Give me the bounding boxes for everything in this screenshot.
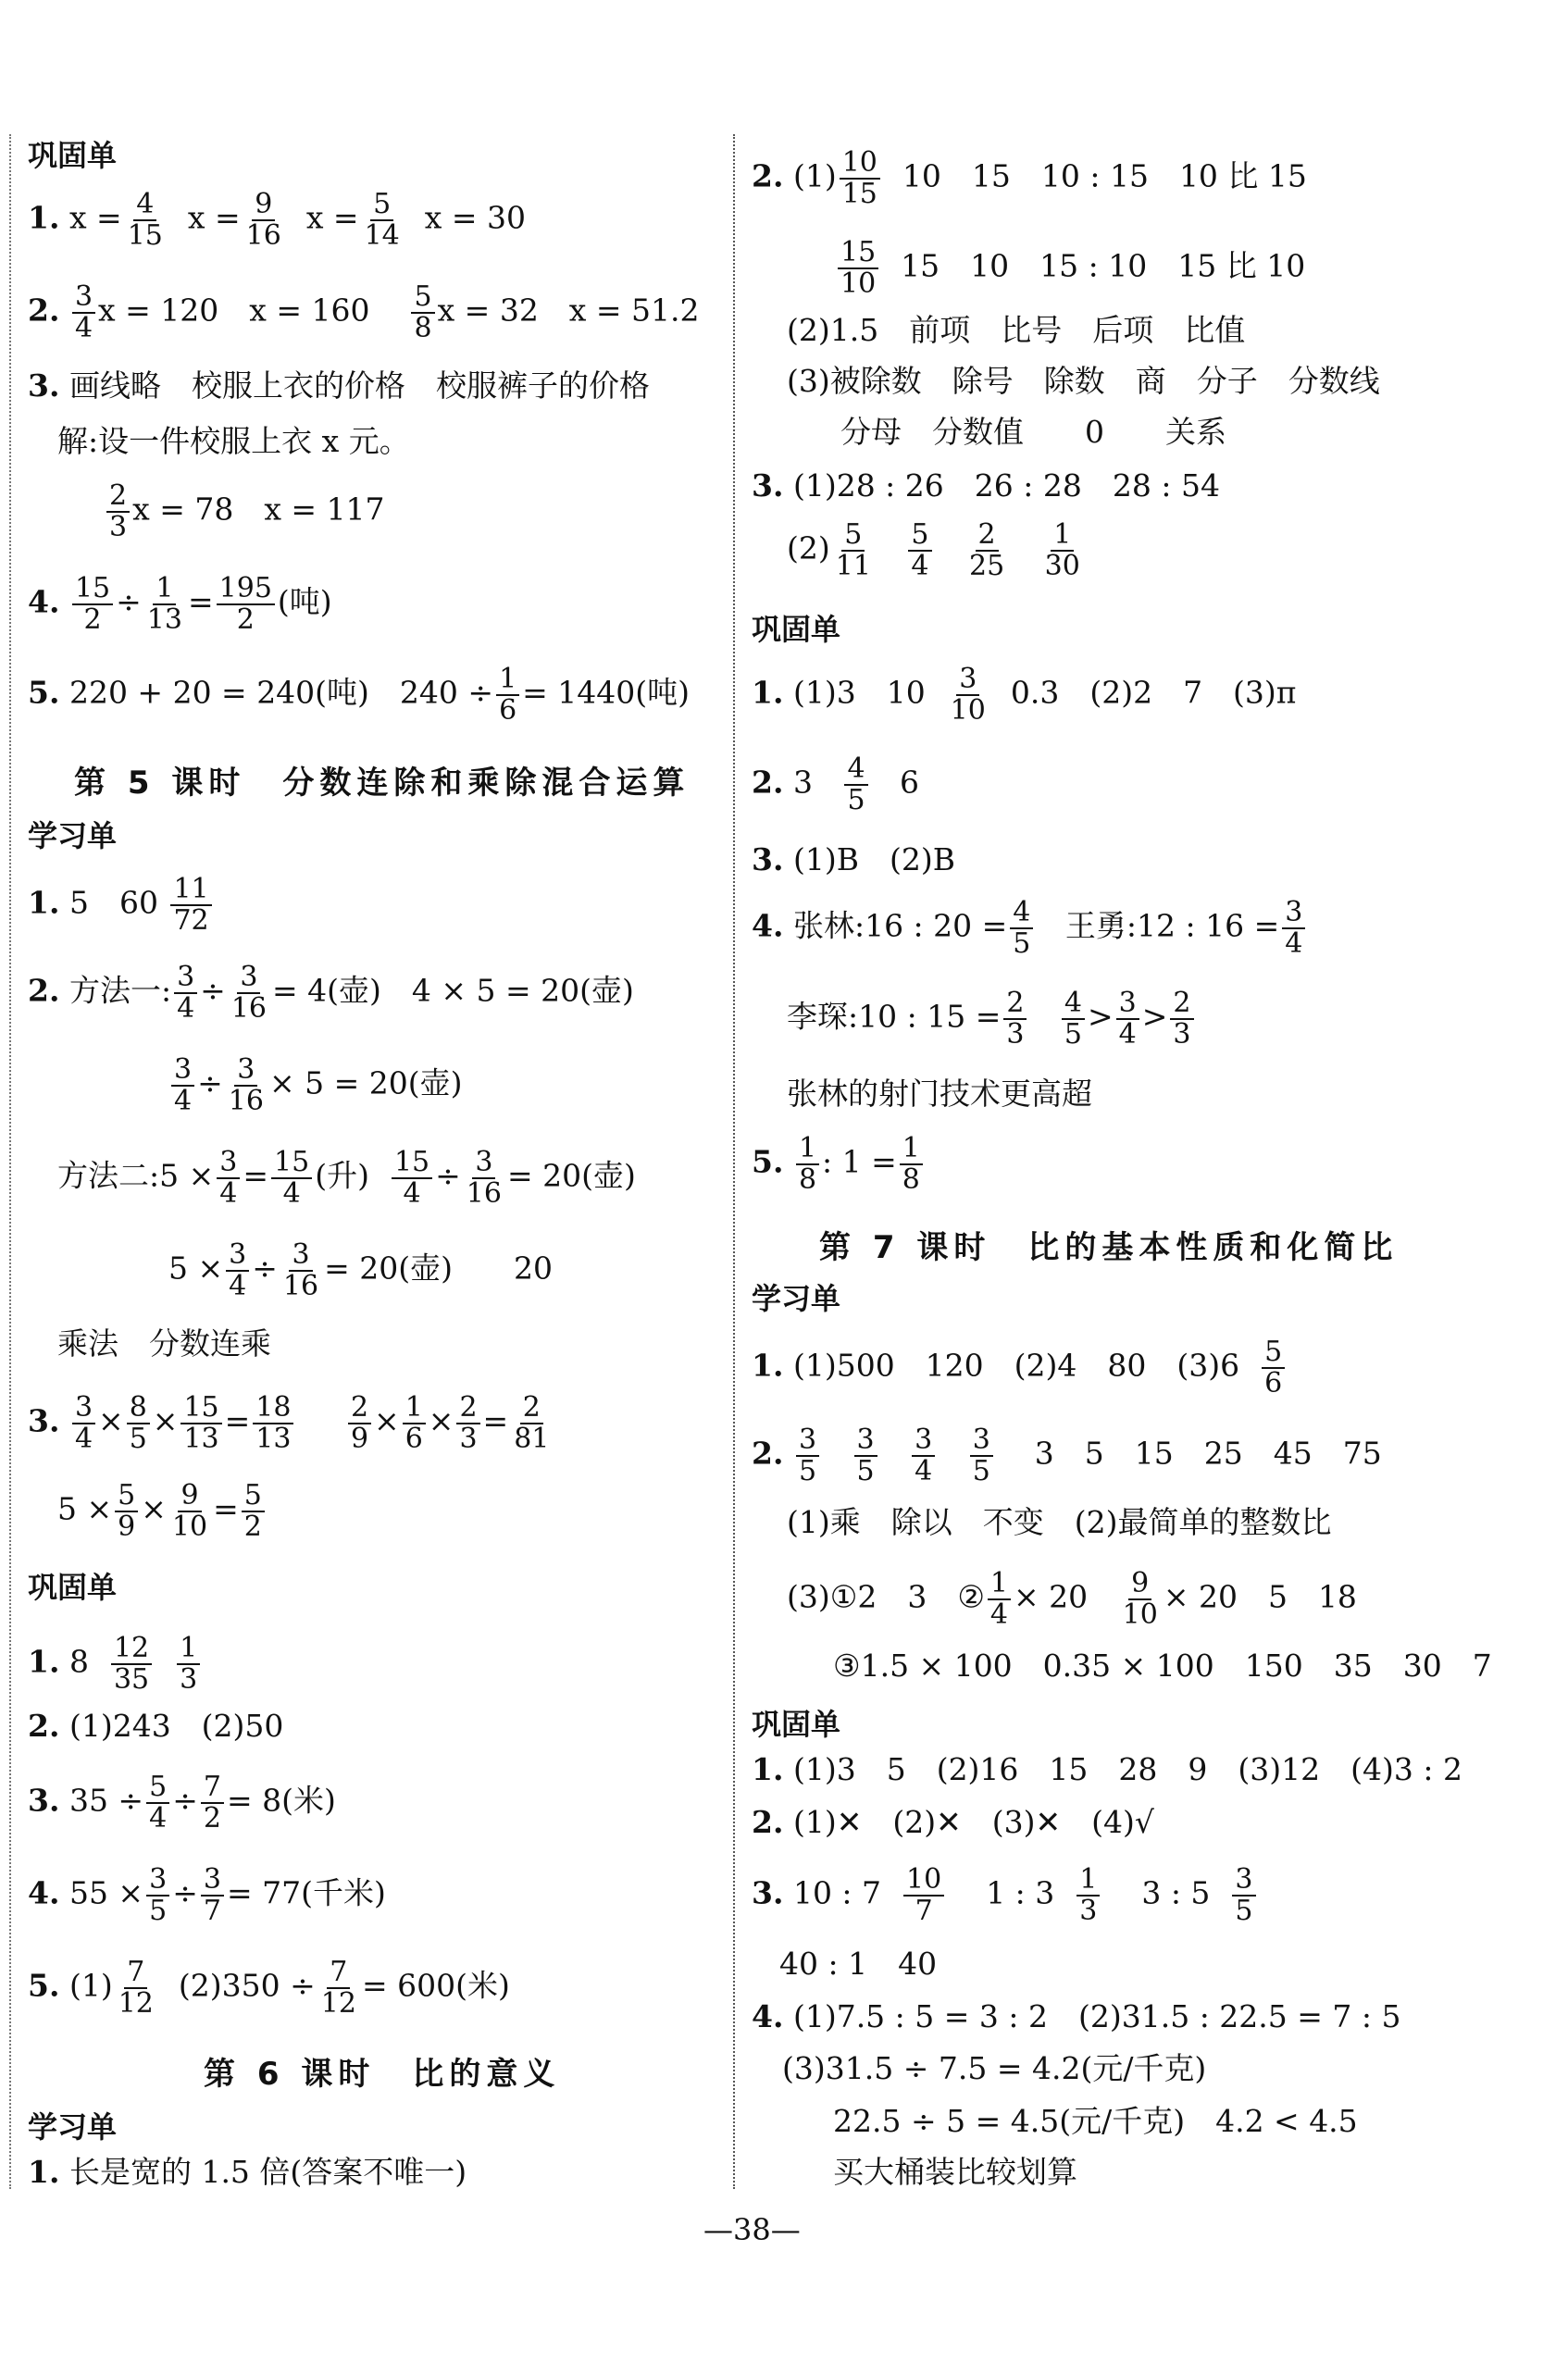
answer-3: 3. 画线略 校服上衣的价格 校服裤子的价格 (28, 367, 650, 404)
answer-2: 2. $\frac{3}{4}$ x = 120 x = 160 $\frac{5}{8}$ x = 32 x = 51.2 (28, 280, 700, 344)
heading-xuexi: 学习单 (752, 1281, 841, 1316)
r-consolidate-5: 5. $\frac{1}{8}$ : 1 = $\frac{1}{8}$ (752, 1134, 926, 1194)
consolidate-5: 5. (1) $\frac{7}{12}$ (2)350 ÷ $\frac{7}{12}$ = 600(米) (28, 1956, 510, 2020)
r-consolidate-3: 3. (1)B (2)B (752, 841, 955, 877)
consolidate-2: 2. (1)243 (2)50 (28, 1708, 284, 1744)
r-consolidate7-4b: (3)31.5 ÷ 7.5 = 4.2(元/千克) (782, 2050, 1207, 2086)
study-2-method2-alt: 5 × $\frac{3}{4}$ ÷ $\frac{3}{16}$ = 20(壶) 20 (168, 1238, 553, 1302)
heading-xuexi: 学习单 (28, 818, 118, 853)
r-answer-2-3: (3)被除数 除号 除数 商 分子 分数线 (787, 363, 1380, 399)
study-6-1: 1. 长是宽的 1.5 倍(答案不唯一) (28, 2154, 467, 2190)
answer-3-equation: $\frac{2}{3}$ x = 78 x = 117 (104, 481, 385, 541)
r-answer-2-2: (2)1.5 前项 比号 后项 比值 (787, 312, 1246, 348)
r-consolidate7-4a: 4. (1)7.5 : 5 = 3 : 2 (2)31.5 : 22.5 = 7 : 5 (752, 1998, 1401, 2034)
r-answer-2-1a: 2. (1) $\frac{10}{15}$ 10 15 10 : 15 10 比 15 (752, 146, 1307, 210)
r-consolidate-4c: 张林的射门技术更高超 (787, 1076, 1092, 1112)
r-consolidate7-3a: 3. 10 : 7 $\frac{10}{7}$ 1 : 3 $\frac{1}{3}$ 3 : 5 $\frac{3}{5}$ (752, 1865, 1259, 1925)
consolidate-1: 1. 8 $\frac{12}{35}$ $\frac{1}{3}$ (28, 1634, 203, 1694)
r-answer-2-1b: $\frac{15}{10}$ 15 10 15 : 10 15 比 10 (835, 238, 1305, 298)
study-2-method2: 方法二:5 × $\frac{3}{4}$ = $\frac{15}{4}$ (升) $\frac{15}{4}$ ÷ $\frac{3}{16}$ = 20(壶) (57, 1146, 636, 1210)
section-title-lesson6: 第 6 课时 比的意义 (204, 2056, 561, 2093)
r-answer-3-1: 3. (1)28 : 26 26 : 28 28 : 54 (752, 467, 1220, 504)
r-consolidate7-3b: 40 : 1 40 (779, 1946, 938, 1982)
r-consolidate-4b: 李琛:10 : 15 = $\frac{2}{3}$ $\frac{4}{5}$ > $\frac{3}{4}$ > $\frac{2}{3}$ (787, 989, 1197, 1049)
r-study-1: 1. (1)500 120 (2)4 80 (3)6 $\frac{5}{6}$ (752, 1337, 1288, 1398)
answer-5: 5. 220 + 20 = 240(吨) 240 ÷ $\frac{1}{6}$ = 1440(吨) (28, 663, 691, 727)
section-title-lesson5: 第 5 课时 分数连除和乘除混合运算 (74, 765, 691, 802)
r-study-2b: (1)乘 除以 不变 (2)最简单的整数比 (787, 1504, 1332, 1540)
heading-gonggu: 巩固单 (28, 138, 118, 173)
study-3: 3. $\frac{3}{4}$ × $\frac{8}{5}$ × $\frac{15}{13}$ = $\frac{18}{13}$ $\frac{2}{9}$ × $\frac{1}{6}$ × $\frac{2}{3}$ = $\frac{2}{81}$ (28, 1391, 550, 1455)
study-2-method1-alt: $\frac{3}{4}$ ÷ $\frac{3}{16}$ × 5 = 20(壶) (168, 1055, 462, 1115)
r-answer-2-3b: 分母 分数值 0 关系 (840, 414, 1226, 450)
column-divider (733, 134, 735, 2189)
r-consolidate-4a: 4. 张林:16 : 20 = $\frac{4}{5}$ 王勇:12 : 16 = $\frac{3}{4}$ (752, 898, 1308, 958)
r-answer-3-2: (2) $\frac{5}{11}$ $\frac{5}{4}$ $\frac{2}{25}$ $\frac{1}{30}$ (787, 518, 1080, 582)
r-consolidate7-2: 2. (1)✕ (2)✕ (3)✕ (4)√ (752, 1804, 1154, 1840)
r-consolidate7-1: 1. (1)3 5 (2)16 15 28 9 (3)12 (4)3 : 2 (752, 1751, 1462, 1787)
r-consolidate-1: 1. (1)3 10 $\frac{3}{10}$ 0.3 (2)2 7 (3)π (752, 663, 1297, 727)
heading-gonggu: 巩固单 (752, 612, 841, 647)
consolidate-3: 3. 35 ÷ $\frac{5}{4}$ ÷ $\frac{7}{2}$ = 8(米) (28, 1771, 336, 1834)
study-1: 1. 5 60 $\frac{11}{72}$ (28, 875, 215, 935)
heading-gonggu: 巩固单 (28, 1570, 118, 1605)
answer-3-solution: 解:设一件校服上衣 x 元。 (57, 423, 410, 459)
study-2-conclusion: 乘法 分数连乘 (57, 1325, 271, 1362)
section-title-lesson7: 第 7 课时 比的基本性质和化简比 (819, 1229, 1399, 1266)
left-margin-rule (9, 134, 11, 2189)
r-consolidate-2: 2. 3 $\frac{4}{5}$ 6 (752, 752, 920, 816)
r-study-2a: 2. $\frac{3}{5}$ $\frac{3}{5}$ $\frac{3}{4}$ $\frac{3}{5}$ 3 5 15 25 45 75 (752, 1424, 1382, 1487)
answer-1: 1. x = $\frac{4}{15}$ x = $\frac{9}{16}$ x = $\frac{5}{14}$ x = 30 (28, 188, 526, 252)
heading-gonggu: 巩固单 (752, 1707, 841, 1742)
page-number: —38— (703, 2212, 801, 2247)
r-consolidate7-4c: 22.5 ÷ 5 = 4.5(元/千克) 4.2 < 4.5 (833, 2103, 1358, 2139)
study-2-method1: 2. 方法一: $\frac{3}{4}$ ÷ $\frac{3}{16}$ = 4(壶) 4 × 5 = 20(壶) (28, 961, 634, 1025)
consolidate-4: 4. 55 × $\frac{3}{5}$ ÷ $\frac{3}{7}$ = 77(千米) (28, 1863, 386, 1927)
r-consolidate7-4d: 买大桶装比较划算 (833, 2154, 1077, 2190)
answer-4: 4. $\frac{15}{2}$ ÷ $\frac{1}{13}$ = $\frac{195}{2}$ (吨) (28, 572, 332, 636)
r-study-2d: ③1.5 × 100 0.35 × 100 150 35 30 7 (833, 1648, 1492, 1684)
study-3-b: 5 × $\frac{5}{9}$ × $\frac{9}{10}$ = $\frac{5}{2}$ (57, 1481, 268, 1541)
r-study-2c: (3)①2 3 ② $\frac{1}{4}$ × 20 $\frac{9}{10}$ × 20 5 18 (787, 1567, 1357, 1631)
heading-xuexi: 学习单 (28, 2109, 118, 2145)
